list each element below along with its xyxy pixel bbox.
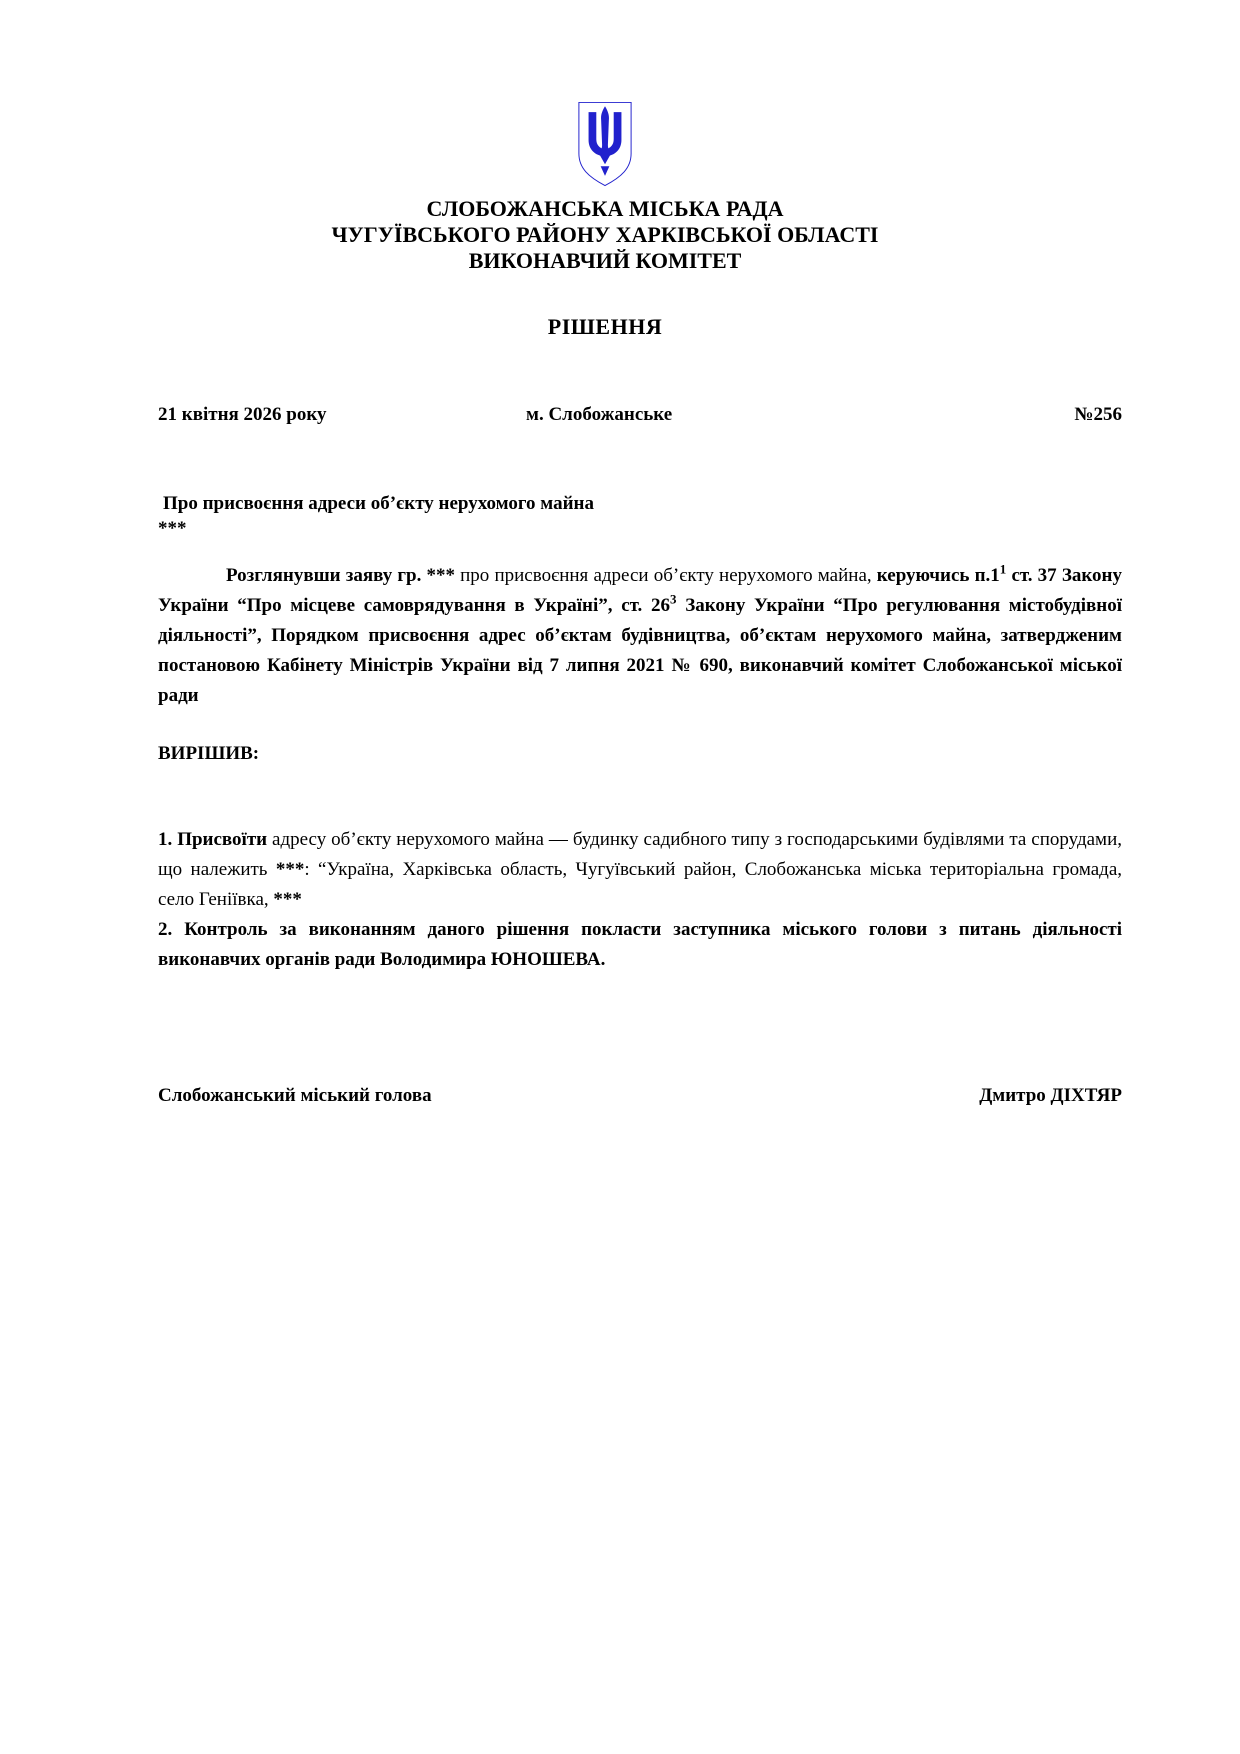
superscript-3: 3 bbox=[670, 591, 677, 607]
subject-block bbox=[158, 492, 1122, 541]
org-name-line: СЛОБОЖАНСЬКА МІСЬКА РАДА bbox=[426, 196, 784, 221]
org-header bbox=[158, 196, 1122, 274]
signature-position: Слобожанський міський голова bbox=[158, 1085, 432, 1106]
item-1-number-verb: 1. Присвоїти bbox=[158, 829, 268, 850]
org-district-line: ЧУГУЇВСЬКОГО РАЙОНУ ХАРКІВСЬКОЇ ОБЛАСТІ bbox=[331, 222, 879, 247]
item-1-redaction-1: *** bbox=[275, 859, 305, 880]
org-committee-line: ВИКОНАВЧИЙ КОМІТЕТ bbox=[468, 248, 742, 273]
meta-row bbox=[158, 404, 1122, 430]
resolved-label: ВИРІШИВ: bbox=[158, 743, 260, 764]
superscript-1: 1 bbox=[999, 561, 1007, 577]
item-1-address: : “Україна, Харківська область, Чугуївський район, Слобожанська міська територіальна громада, село Геніївка, bbox=[158, 859, 1122, 910]
trident-glyph bbox=[589, 106, 622, 176]
decision-item-2: 2. Контроль за виконанням даного рішення покласти заступника міського голови з питань діяльності виконавчих органів ради Володимира ЮНОШЕВА. bbox=[158, 919, 1122, 970]
decision-item-1 bbox=[158, 825, 1122, 915]
emblem-band bbox=[158, 100, 1122, 188]
preamble-legal-ref-3: Закону України “Про регулювання містобудівної діяльності”, Порядком присвоєння адрес об’єктам будівництва, об’єктам нерухомого майна, затвердженим постановою Кабінету Міністрів України від 7 липня 2021 № 690, виконавчий комітет Слобожанської міської ради bbox=[158, 595, 1122, 706]
preamble-text: про присвоєння адреси об’єкту нерухомого майна, bbox=[460, 565, 877, 586]
preamble-paragraph bbox=[158, 561, 1122, 711]
subject-title: Про присвоєння адреси об’єкту нерухомого майна bbox=[163, 493, 594, 514]
item-1-text: адресу об’єкту нерухомого майна — будинку садибного типу з господарськими будівлями та спорудами, що належить bbox=[158, 829, 1122, 880]
doc-place: м. Слобожанське bbox=[526, 404, 673, 425]
signature-name: Дмитро ДІХТЯР bbox=[979, 1085, 1122, 1106]
preamble-legal-ref: керуючись п.1 bbox=[876, 565, 1000, 586]
decision-items bbox=[158, 825, 1122, 975]
doc-date: 21 квітня 2026 року bbox=[158, 404, 327, 425]
signature-row bbox=[158, 1085, 1122, 1107]
doc-number: №256 bbox=[1074, 404, 1122, 425]
document-type-title: РІШЕННЯ bbox=[547, 314, 663, 339]
item-1-redaction-2: *** bbox=[273, 889, 302, 910]
subject-redaction: *** bbox=[158, 518, 187, 539]
preamble-lead: Розглянувши заяву гр. *** bbox=[226, 565, 461, 586]
ukraine-trident-icon bbox=[576, 100, 634, 188]
preamble-legal-ref-2: ст. 37 Закону України “Про місцеве самоврядування в Україні”, ст. 26 bbox=[158, 565, 1122, 616]
